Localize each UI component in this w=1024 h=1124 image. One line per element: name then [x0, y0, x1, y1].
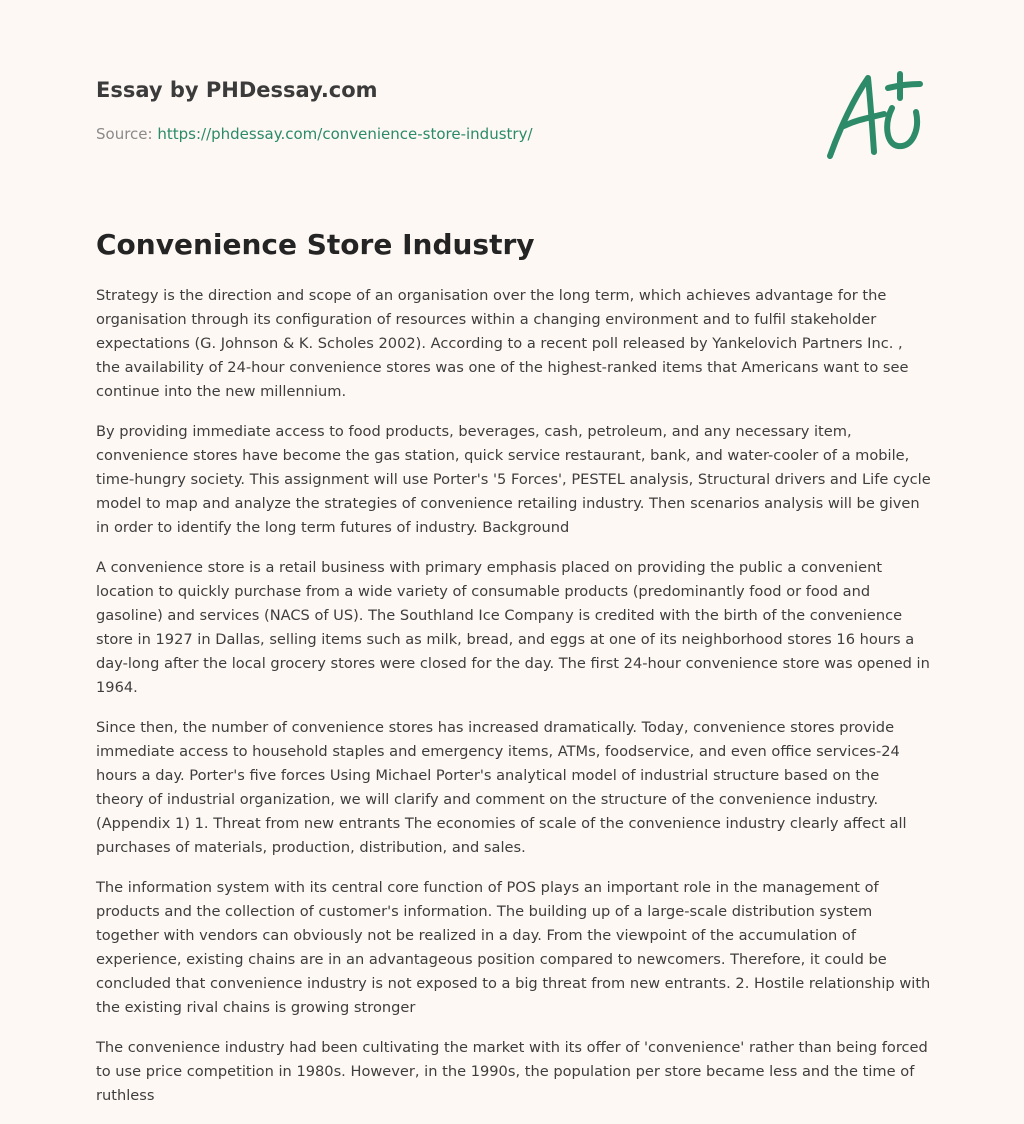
article-paragraph: Since then, the number of convenience stores has increased dramatically. Today, convenience stores provide immediate access to household staples and emergency items, ATMs, foodservice, and even office services-24 hours a day. Porter's five forces Using Michael Porter's analytical model of industrial structure based on the theory of industrial organization, we will clarify and comment on the structure of the convenience industry. (Appendix 1) 1. Threat from new entrants The economies of scale of the convenience industry clearly affect all purchases of materials, production, distribution, and sales. [96, 719, 907, 856]
article-paragraph: The information system with its central core function of POS plays an important role in the management of products and the collection of customer's information. The building up of a large-scale distribution system together with vendors can obviously not be realized in a day. From the viewpoint of the accumulation of experience, existing chains are in an advantageous position compared to newcomers. Therefore, it could be concluded that convenience industry is not exposed to a big threat from new entrants. 2. Hostile relationship with the existing rival chains is growing stronger [96, 879, 931, 1016]
source-label: Source: [96, 125, 153, 143]
article-paragraph: The convenience industry had been cultivating the market with its offer of 'convenience' rather than being forced to use price competition in 1980s. However, in the 1990s, the population per store became less and the time of ruthless [96, 1039, 928, 1104]
article-paragraph: By providing immediate access to food products, beverages, cash, petroleum, and any necessary item, convenience stores have become the gas station, quick service restaurant, bank, and water-cooler of a mobile, time-hungry society. This assignment will use Porter's '5 Forces', PESTEL analysis, Structural drivers and Life cycle model to map and analyze the strategies of convenience retailing industry. Then scenarios analysis will be given in order to identify the long term futures of industry. Background [96, 423, 931, 536]
a-plus-logo-icon [824, 68, 928, 164]
article-paragraph: A convenience store is a retail business with primary emphasis placed on providing the public a convenient location to quickly purchase from a wide variety of consumable products (predominantly food or food and gasoline) and services (NACS of US). The Southland Ice Company is credited with the birth of the convenience store in 1927 in Dallas, selling items such as milk, bread, and eggs at one of its neighborhood stores 16 hours a day-long after the local grocery stores were closed for the day. The first 24-hour convenience store was opened in 1964. [96, 559, 930, 696]
article-paragraph: Strategy is the direction and scope of an organisation over the long term, which achieves advantage for the organisation through its configuration of resources within a changing environment and to fulfil stakeholder expectations (G. Johnson & K. Scholes 2002). According to a recent poll released by Yankelovich Partners Inc. , the availability of 24-hour convenience stores was one of the highest-ranked items that Americans want to see continue into the new millennium. [96, 287, 909, 400]
source-link[interactable]: https://phdessay.com/convenience-store-industry/ [157, 125, 533, 143]
article-title: Convenience Store Industry [96, 228, 535, 261]
page-header [96, 76, 926, 176]
article-body [96, 284, 931, 1124]
source-line [96, 124, 533, 144]
site-brand: Essay by PHDessay.com [96, 78, 378, 102]
